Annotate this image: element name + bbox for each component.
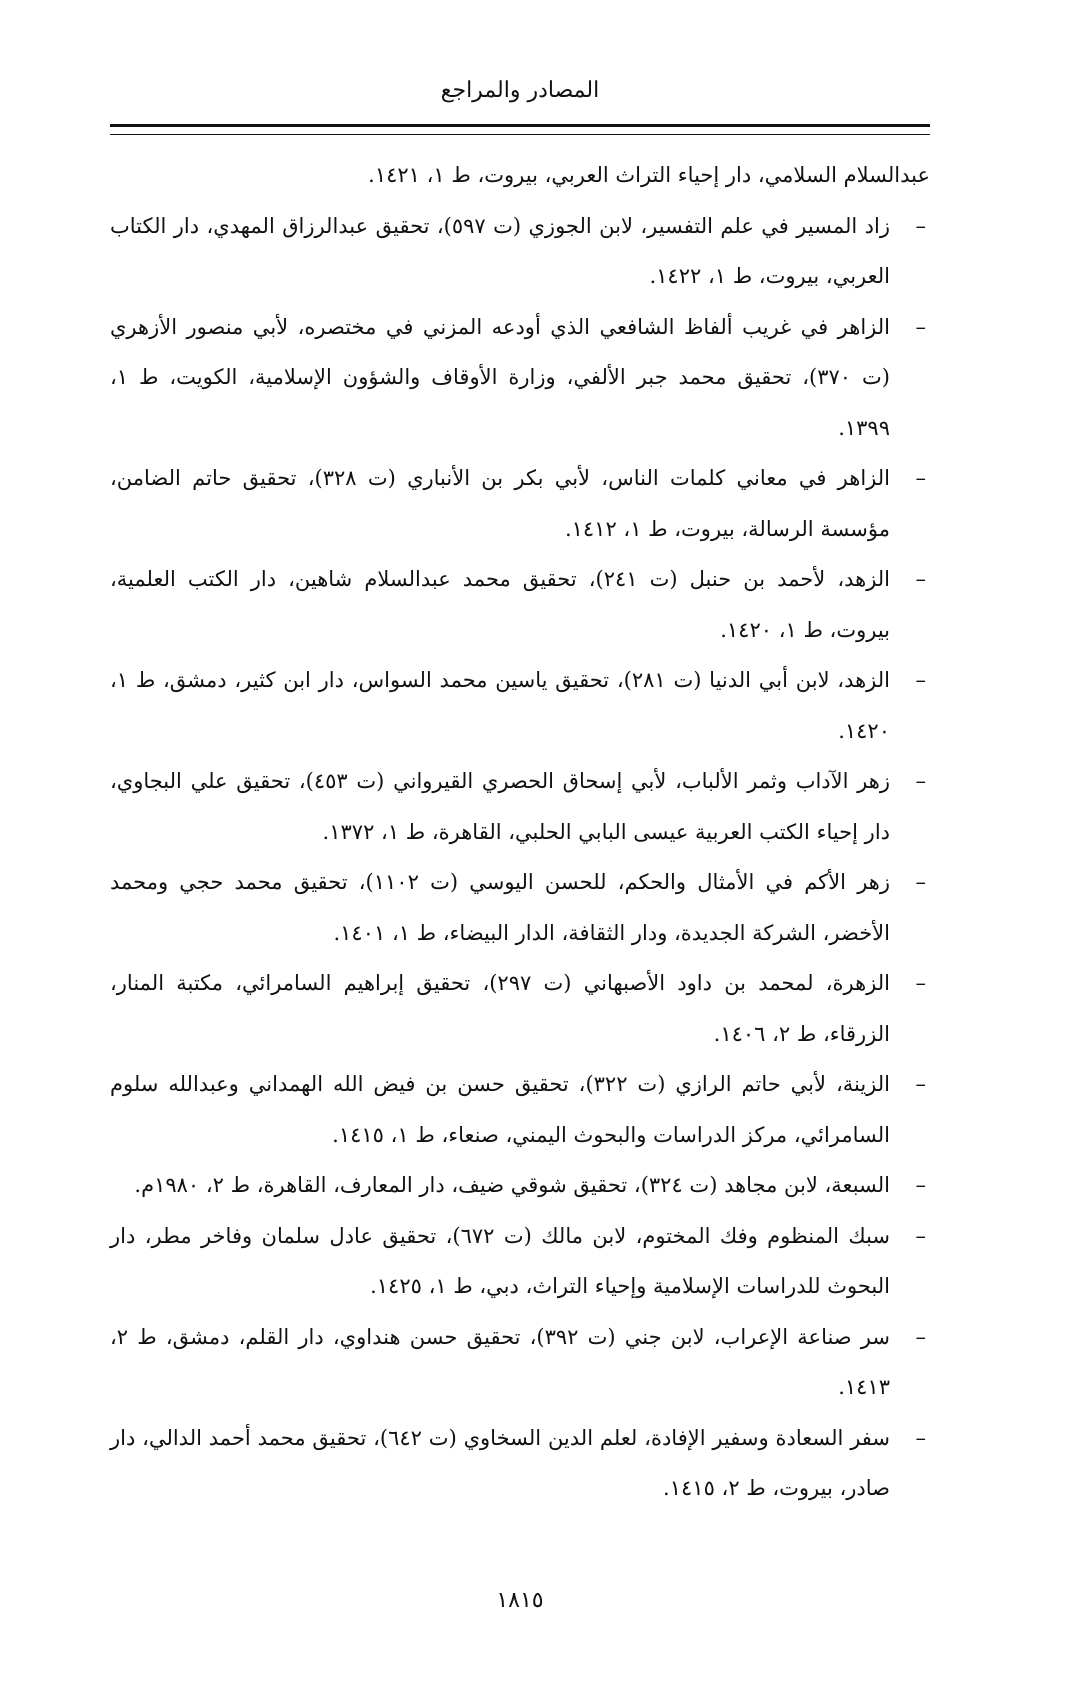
reference-entry <box>110 201 930 302</box>
reference-entry <box>110 302 930 454</box>
dash-bullet: – <box>915 1425 926 1450</box>
header-rule-thin <box>110 134 930 135</box>
reference-list <box>110 201 930 1514</box>
reference-entry <box>110 958 930 1059</box>
dash-bullet: – <box>915 213 926 238</box>
dash-bullet: – <box>915 870 926 894</box>
reference-text: سبك المنظوم وفك المختوم، لابن مالك (ت ٦٧٢)، تحقيق عادل سلمان وفاخر مطر، دار البحوث للدراسات الإسلامية وإحياء التراث، دبي، ط ١، ١٤٢٥. <box>110 1223 890 1298</box>
reference-text: الزينة، لأبي حاتم الرازي (ت ٣٢٢)، تحقيق حسن بن فيض الله الهمداني وعبدالله سلوم السامرائي، مركز الدراسات والبحوث اليمني، صنعاء، ط ١، ١٤١٥. <box>110 1072 890 1147</box>
continued-entry: عبدالسلام السلامي، دار إحياء التراث العربي، بيروت، ط ١، ١٤٢١. <box>368 163 930 187</box>
reference-entry <box>110 655 930 756</box>
dash-bullet: – <box>915 1324 926 1349</box>
reference-entry <box>110 453 930 554</box>
reference-text: الزاهر في غريب ألفاظ الشافعي الذي أودعه المزني في مختصره، لأبي منصور الأزهري (ت ٣٧٠)، تحقيق محمد جبر الألفي، وزارة الأوقاف والشؤون الإسلامية، الكويت، ط ١، ١٣٩٩. <box>110 314 890 440</box>
reference-text: زهر الآداب وثمر الألباب، لأبي إسحاق الحصري القيرواني (ت ٤٥٣)، تحقيق علي البجاوي، دار إحياء الكتب العربية عيسى البابي الحلبي، القاهرة، ط ١، ١٣٧٢. <box>110 769 890 844</box>
reference-entry <box>110 1160 930 1211</box>
reference-text: سر صناعة الإعراب، لابن جني (ت ٣٩٢)، تحقيق حسن هنداوي، دار القلم، دمشق، ط ٢، ١٤١٣. <box>110 1324 890 1399</box>
dash-bullet: – <box>915 971 926 995</box>
dash-bullet: – <box>915 567 926 591</box>
dash-bullet: – <box>915 466 926 490</box>
dash-bullet: – <box>915 668 926 692</box>
reference-entry <box>110 1312 930 1413</box>
reference-text: سفر السعادة وسفير الإفادة، لعلم الدين السخاوي (ت ٦٤٢)، تحقيق محمد أحمد الدالي، دار صادر، بيروت، ط ٢، ١٤١٥. <box>110 1425 891 1500</box>
reference-entry <box>110 554 930 655</box>
reference-text: السبعة، لابن مجاهد (ت ٣٢٤)، تحقيق شوقي ضيف، دار المعارف، القاهرة، ط ٢، ١٩٨٠م. <box>134 1173 890 1197</box>
dash-bullet: – <box>915 1173 926 1197</box>
reference-entry <box>110 756 930 857</box>
reference-text: الزهرة، لمحمد بن داود الأصبهاني (ت ٢٩٧)، تحقيق إبراهيم السامرائي، مكتبة المنار، الزرقاء، ط ٢، ١٤٠٦. <box>110 971 890 1046</box>
reference-entry <box>110 1413 930 1514</box>
references-body <box>110 150 930 1514</box>
reference-entry <box>110 857 930 958</box>
dash-bullet: – <box>915 1223 926 1248</box>
dash-bullet: – <box>915 1072 926 1096</box>
reference-text: الزهد، لأحمد بن حنبل (ت ٢٤١)، تحقيق محمد عبدالسلام شاهين، دار الكتب العلمية، بيروت، ط ١، ١٤٢٠. <box>110 567 891 642</box>
dash-bullet: – <box>915 314 926 339</box>
reference-text: زاد المسير في علم التفسير، لابن الجوزي (ت ٥٩٧)، تحقيق عبدالرزاق المهدي، دار الكتاب العربي، بيروت، ط ١، ١٤٢٢. <box>110 213 891 288</box>
header-rule-thick <box>110 124 930 127</box>
reference-text: زهر الأكم في الأمثال والحكم، للحسن اليوسي (ت ١١٠٢)، تحقيق محمد حجي ومحمد الأخضر، الشركة الجديدة، ودار الثقافة، الدار البيضاء، ط ١، ١٤٠١. <box>110 870 890 945</box>
reference-text: الزهد، لابن أبي الدنيا (ت ٢٨١)، تحقيق ياسين محمد السواس، دار ابن كثير، دمشق، ط ١، ١٤٢٠. <box>110 668 890 743</box>
running-header: المصادر والمراجع <box>440 78 600 103</box>
reference-entry <box>110 1059 930 1160</box>
reference-text: الزاهر في معاني كلمات الناس، لأبي بكر بن الأنباري (ت ٣٢٨)، تحقيق حاتم الضامن، مؤسسة الرسالة، بيروت، ط ١، ١٤١٢. <box>110 466 890 541</box>
page-number: ١٨١٥ <box>496 1588 544 1613</box>
dash-bullet: – <box>915 769 926 793</box>
reference-entry <box>110 1211 930 1312</box>
